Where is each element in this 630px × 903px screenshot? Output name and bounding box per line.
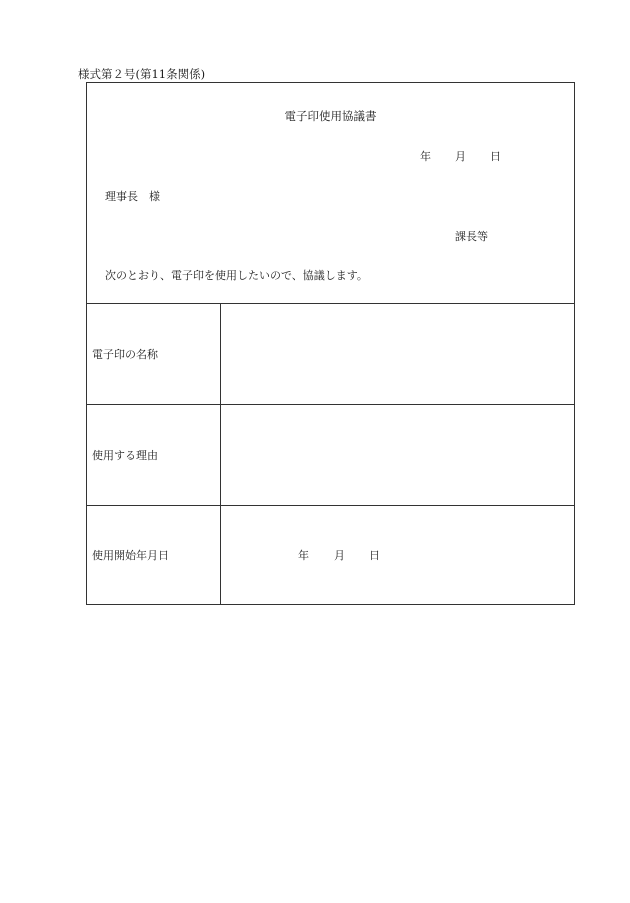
document-title: 電子印使用協議書 [284, 109, 377, 123]
start-year-label: 年 [298, 549, 309, 562]
seal-name-row [87, 304, 574, 405]
seal-name-label: 電子印の名称 [92, 348, 158, 361]
date-day-label: 日 [490, 150, 501, 163]
usage-reason-row [87, 405, 574, 506]
usage-reason-label: 使用する理由 [92, 449, 158, 462]
seal-name-label-cell [87, 304, 221, 404]
addressee: 理事長 様 [105, 190, 160, 203]
start-date-label: 使用開始年月日 [92, 549, 169, 562]
body-text: 次のとおり、電子印を使用したいので、協議します。 [105, 269, 368, 282]
start-day-label: 日 [369, 549, 380, 562]
start-date-field[interactable] [221, 506, 574, 604]
sender: 課長等 [455, 230, 488, 243]
date-month-label: 月 [455, 150, 466, 163]
consultation-form [86, 82, 575, 605]
date-year-label: 年 [420, 150, 431, 163]
start-date-row [87, 506, 574, 604]
start-month-label: 月 [334, 549, 345, 562]
form-header [87, 83, 574, 304]
seal-name-field[interactable] [221, 304, 574, 404]
form-number: 様式第２号(第11条関係) [78, 67, 206, 81]
start-date-label-cell [87, 506, 221, 604]
usage-reason-label-cell [87, 405, 221, 505]
usage-reason-field[interactable] [221, 405, 574, 505]
